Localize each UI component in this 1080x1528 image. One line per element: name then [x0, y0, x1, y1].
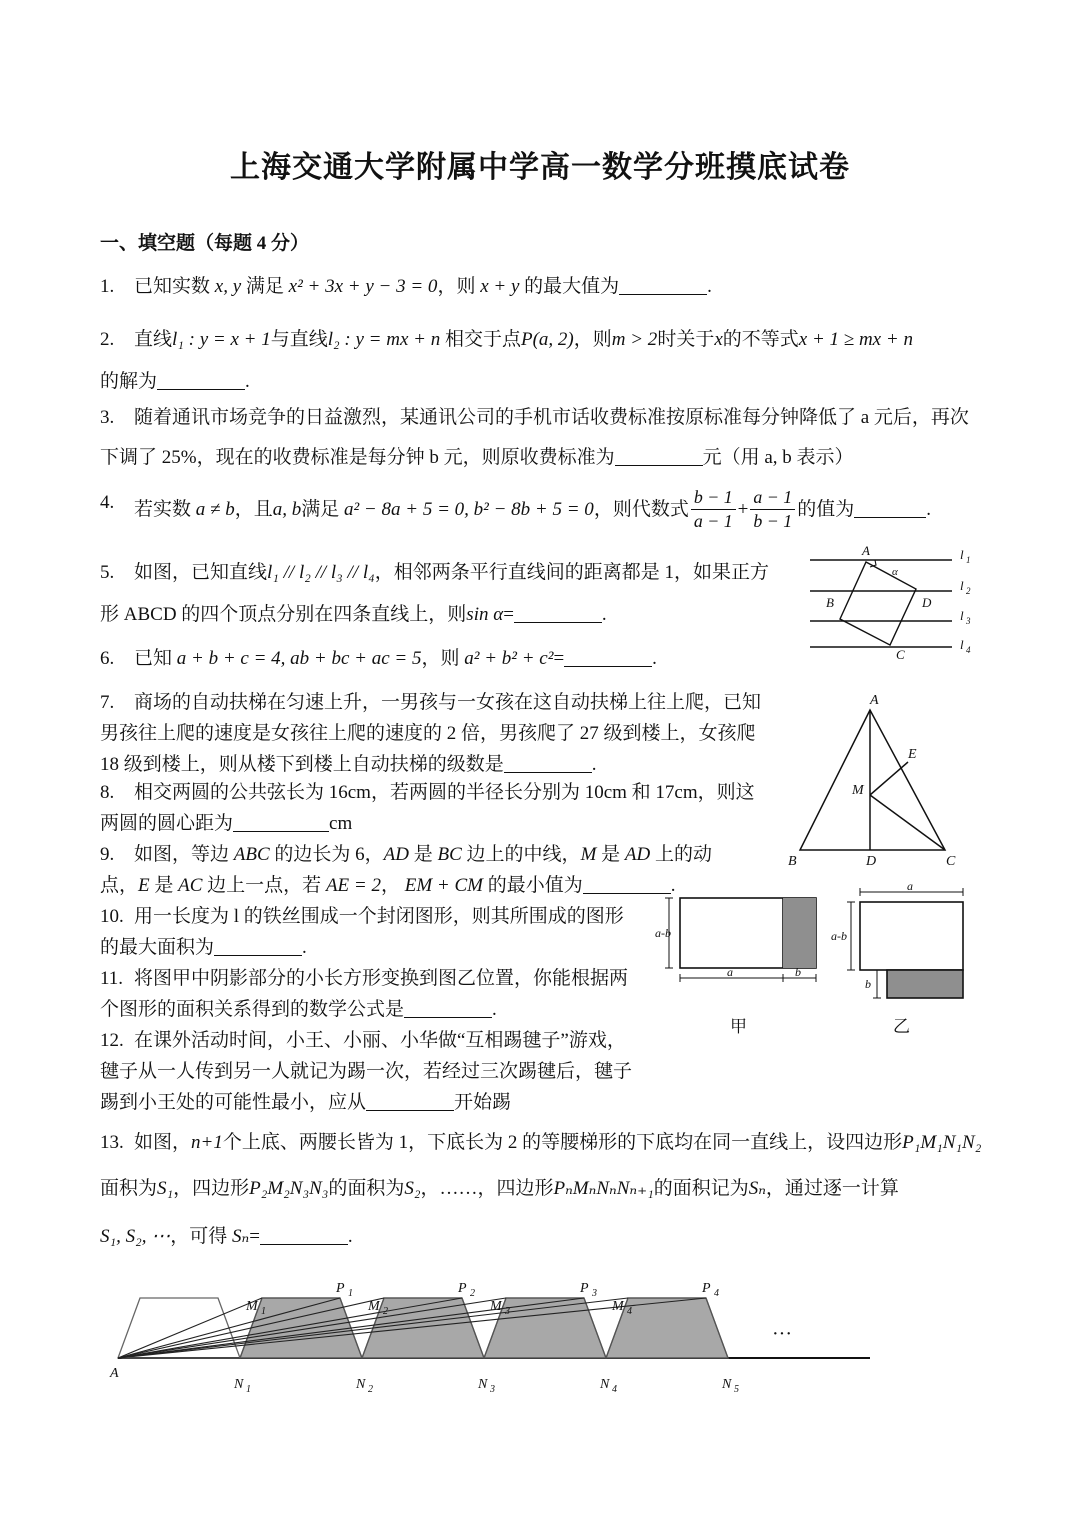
question-10-line1: 用一长度为 l 的铁丝围成一个封闭图形，则其所围成的图形 [134, 906, 624, 927]
question-8-number: 8. [100, 782, 115, 803]
question-12-number: 12. [100, 1030, 124, 1051]
svg-text:5: 5 [734, 1384, 739, 1395]
svg-text:2: 2 [470, 1288, 475, 1299]
q2-line1-eq: l₁ : y = x + 1 [172, 329, 271, 350]
q4-answer-blank[interactable] [854, 499, 926, 518]
question-11-line2 [100, 995, 497, 1026]
svg-text:2: 2 [966, 586, 971, 596]
svg-text:B: B [826, 595, 834, 610]
question-2-body [134, 325, 994, 356]
q4-text-e: 的值为 [797, 498, 855, 520]
svg-text:2: 2 [383, 1306, 388, 1317]
question-1-number: 1. [100, 276, 115, 297]
rectangle-area-figure [655, 880, 995, 1005]
q13-s2: S₂ [404, 1178, 421, 1199]
q13-line2-a: 面积为 [100, 1178, 158, 1199]
q6-expression: a² + b² + c² [464, 648, 554, 669]
q9-line2-e: 的最小值为 [487, 875, 583, 896]
q13-line2-f: ，通过逐一计算 [765, 1178, 899, 1199]
q9-text-b: 的边长为 6， [274, 844, 384, 865]
question-6-number: 6. [100, 648, 115, 669]
q9-line2-d: ， [380, 875, 400, 896]
q5-answer-blank[interactable] [514, 604, 602, 623]
question-1-body [134, 272, 712, 303]
q9-line2-b: 是 [154, 875, 174, 896]
q13-tail: . [347, 1226, 353, 1247]
q13-text-b: 个上底、两腰长皆为 1，下底长为 2 的等腰梯形的下底均在同一直线上，设四边形 [222, 1132, 903, 1153]
q2-text-f: 的不等式 [722, 329, 799, 350]
q2-text-d: ，则 [573, 329, 612, 350]
q11-line2-text: 个图形的面积关系得到的数学公式是 [100, 999, 405, 1020]
q1-answer-blank[interactable] [619, 276, 707, 295]
q1-vars: x, y [214, 276, 242, 297]
q1-text-c: ，则 [437, 276, 476, 297]
question-5-line2 [100, 600, 607, 631]
q1-text-a: 已知实数 [134, 276, 211, 297]
svg-text:1: 1 [261, 1306, 266, 1317]
q2-answer-blank[interactable] [157, 371, 245, 390]
question-9-number: 9. [100, 844, 115, 865]
question-11-number: 11. [100, 968, 124, 989]
svg-text:M: M [612, 1299, 624, 1314]
q9-triangle: ABC [233, 844, 270, 865]
svg-text:4: 4 [966, 645, 971, 655]
q3-line2-text-a: 下调了 25%，现在的收费标准是每分钟 b 元，则原收费标准为 [100, 447, 615, 468]
q13-answer-blank[interactable] [260, 1226, 348, 1245]
svg-text:N: N [478, 1377, 488, 1392]
q9-e: E [138, 875, 150, 896]
q2-text-e: 时关于 [657, 329, 715, 350]
q1-equation: x² + 3x + y − 3 = 0 [288, 276, 438, 297]
q5-parallel-lines: l₁ // l₂ // l₃ // l₄ [267, 562, 375, 583]
question-7-number: 7. [100, 692, 115, 713]
svg-text:P: P [702, 1281, 711, 1296]
q10-tail: . [302, 937, 307, 958]
svg-text:P: P [458, 1281, 467, 1296]
q9-ae: AE = 2 [325, 875, 381, 896]
question-2 [100, 325, 1000, 356]
q2-text-b: 与直线 [270, 329, 328, 350]
q5-text-a: 如图，已知直线 [134, 562, 268, 583]
q13-line2-d: ，……，四边形 [420, 1178, 554, 1199]
q2-line2-text: 的解为 [100, 371, 158, 392]
q4-tail: . [926, 498, 931, 520]
figure-ellipsis: ··· [772, 1323, 792, 1345]
q8-line2-text: 两圆的圆心距为 [100, 813, 234, 834]
q4-text-a: 若实数 [134, 498, 192, 520]
q13-line2-c: 的面积为 [328, 1178, 405, 1199]
q12-answer-blank[interactable] [366, 1092, 454, 1111]
svg-text:D: D [922, 595, 932, 610]
q9-emcm: EM + CM [404, 875, 484, 896]
question-13-line2 [100, 1174, 1000, 1205]
svg-text:A: A [862, 543, 870, 558]
figure-caption-yi: 乙 [893, 1017, 910, 1036]
svg-text:N: N [722, 1377, 732, 1392]
svg-text:N: N [234, 1377, 244, 1392]
svg-text:C: C [896, 647, 905, 662]
q4-text-d: ，则代数式 [593, 498, 689, 520]
q13-series: S₁, S₂, ⋯ [100, 1226, 171, 1247]
question-3 [100, 403, 1000, 434]
question-3-line2 [100, 443, 854, 474]
svg-text:M: M [246, 1299, 258, 1314]
question-8-line1: 相交两圆的公共弦长为 16cm，若两圆的半径长分别为 10cm 和 17cm，则这 [134, 782, 755, 803]
question-6-body [134, 644, 657, 675]
page-title: 上海交通大学附属中学高一数学分班摸底试卷 [230, 151, 850, 184]
q13-snx: Sₙ [231, 1226, 250, 1247]
svg-text:l: l [960, 637, 964, 652]
q2-inequality: x + 1 ≥ mx + n [798, 329, 913, 350]
q4-ab: a, b [272, 498, 302, 520]
svg-text:P: P [580, 1281, 589, 1296]
q2-text-c: 相交于点 [444, 329, 521, 350]
q13-sn: Sₙ [748, 1178, 766, 1199]
question-10-line2 [100, 933, 307, 964]
question-12-line1: 在课外活动时间，小王、小丽、小华做“互相踢毽子”游戏， [134, 1030, 626, 1051]
svg-text:D: D [866, 854, 877, 869]
svg-text:3: 3 [505, 1306, 510, 1317]
q5-line2-text: 形 ABCD 的四个顶点分别在四条直线上，则 [100, 604, 467, 625]
q10-answer-blank[interactable] [214, 937, 302, 956]
svg-text:a-b: a-b [831, 929, 847, 943]
q4-plus: + [737, 498, 749, 520]
q6-text-b: ，则 [421, 648, 460, 669]
svg-text:a: a [727, 965, 733, 979]
q4-text-c: 满足 [301, 498, 340, 520]
q4-frac2-num: a − 1 [750, 487, 795, 510]
svg-text:l: l [960, 608, 964, 623]
trapezoid-sequence-figure [100, 1258, 890, 1403]
q13-line2-e: 的面积记为 [653, 1178, 749, 1199]
svg-text:4: 4 [627, 1306, 632, 1317]
svg-text:B: B [788, 854, 797, 869]
question-7-line1: 商场的自动扶梯在匀速上升，一男孩与一女孩在这自动扶梯上往上爬，已知 [134, 692, 762, 713]
svg-text:1: 1 [246, 1384, 251, 1395]
q2-tail: . [245, 371, 250, 392]
question-13-number: 13. [100, 1132, 124, 1153]
q9-text-a: 如图，等边 [134, 844, 230, 865]
question-12-line2: 毽子从一人传到另一人就记为踢一次，若经过三次踢毽后，毽子 [100, 1061, 633, 1082]
q9-tail: . [670, 875, 676, 896]
question-3-number: 3. [100, 407, 115, 428]
q4-frac1-den: a − 1 [693, 510, 733, 531]
question-5 [100, 558, 800, 589]
svg-text:3: 3 [592, 1288, 597, 1299]
q2-xvar: x [714, 329, 723, 350]
q5-sin: sin α [466, 604, 504, 625]
q1-tail: . [707, 276, 712, 297]
q7-answer-blank[interactable] [504, 754, 592, 773]
svg-text:a: a [907, 880, 913, 893]
section-heading: 一、填空题（每题 4 分） [100, 233, 310, 254]
q13-quadn: PₙMₙNₙNₙ₊₁ [553, 1178, 654, 1199]
question-3-line1: 随着通讯市场竞争的日益激烈，某通讯公司的手机市话收费标准按原标准每分钟降低了 a 元后，再次 [134, 407, 969, 428]
q6-given: a + b + c = 4, ab + bc + ac = 5 [176, 648, 422, 669]
svg-text:M: M [490, 1299, 502, 1314]
svg-text:l: l [960, 578, 964, 593]
svg-text:1: 1 [966, 555, 971, 565]
question-7-line2: 男孩往上爬的速度是女孩往上爬的速度的 2 倍，男孩爬了 27 级到楼上，女孩爬 [100, 723, 756, 744]
q1-text-b: 满足 [245, 276, 284, 297]
svg-text:A: A [870, 693, 879, 708]
svg-text:P: P [336, 1281, 345, 1296]
q5-eq: = [503, 604, 514, 625]
q5-text-b: ，相邻两条平行直线间的距离都是 1，如果正方 [374, 562, 769, 583]
question-12-line3 [100, 1088, 511, 1119]
q9-ad2: AD [624, 844, 651, 865]
svg-text:a-b: a-b [655, 926, 671, 940]
figure-caption-jia: 甲 [730, 1017, 747, 1036]
q9-ad: AD [383, 844, 409, 865]
q13-eq: = [249, 1226, 260, 1247]
q13-line2-b: ，四边形 [173, 1178, 250, 1199]
q3-answer-blank[interactable] [615, 447, 703, 466]
q8-unit: cm [329, 813, 353, 834]
svg-text:C: C [946, 854, 956, 869]
question-9 [100, 840, 780, 871]
question-11 [100, 964, 700, 995]
svg-text:α: α [892, 566, 898, 578]
q9-m: M [580, 844, 597, 865]
q1-expression: x + y [480, 276, 520, 297]
svg-text:l: l [960, 547, 964, 562]
square-on-parallel-lines-figure [800, 535, 990, 670]
q4-equations: a² − 8a + 5 = 0, b² − 8b + 5 = 0 [343, 498, 594, 520]
q6-eq: = [553, 648, 565, 669]
q1-text-d: 的最大值为 [524, 276, 620, 297]
q13-line3-b: ，可得 [170, 1226, 228, 1247]
q11-tail: . [492, 999, 497, 1020]
q9-bc: BC [437, 844, 462, 865]
question-11-line1: 将图甲中阴影部分的小长方形变换到图乙位置，你能根据两 [134, 968, 629, 989]
q2-line2-eq: l₂ : y = mx + n [327, 329, 441, 350]
q5-tail: . [601, 604, 607, 625]
q4-frac2-den: b − 1 [753, 510, 793, 531]
question-4-number: 4. [100, 492, 115, 513]
question-5-number: 5. [100, 562, 115, 583]
q10-line2-text: 的最大面积为 [100, 937, 215, 958]
q12-tail: 开始踢 [454, 1092, 512, 1113]
question-12 [100, 1026, 700, 1057]
question-13-line3 [100, 1222, 353, 1253]
q6-answer-blank[interactable] [564, 648, 652, 667]
q11-answer-blank[interactable] [404, 999, 492, 1018]
q4-fraction-2 [750, 487, 795, 532]
question-1 [100, 272, 980, 303]
q12-line3-text: 踢到小王处的可能性最小，应从 [100, 1092, 367, 1113]
q13-np1: n+1 [191, 1132, 223, 1153]
question-2-number: 2. [100, 329, 115, 350]
q4-fraction-1 [691, 487, 736, 532]
svg-text:4: 4 [714, 1288, 719, 1299]
q4-text-b: ，且 [234, 498, 273, 520]
svg-text:2: 2 [368, 1384, 373, 1395]
question-6 [100, 644, 657, 675]
svg-text:1: 1 [348, 1288, 353, 1299]
q2-text-a: 直线 [134, 329, 173, 350]
question-13 [100, 1128, 1000, 1159]
q9-line2-a: 点， [100, 875, 139, 896]
svg-text:b: b [865, 977, 871, 991]
question-10-number: 10. [100, 906, 124, 927]
question-9-line1 [134, 840, 774, 871]
q9-ac: AC [178, 875, 203, 896]
question-5-line1 [134, 558, 794, 589]
q2-condition: m > 2 [611, 329, 658, 350]
svg-text:A: A [110, 1366, 119, 1381]
question-13-line1 [134, 1128, 994, 1159]
question-2-line2 [100, 367, 250, 398]
svg-text:3: 3 [966, 616, 971, 626]
q13-quad2: P₂M₂N₃N₃ [249, 1178, 329, 1199]
svg-text:M: M [368, 1299, 380, 1314]
question-9-line2 [100, 871, 676, 902]
svg-text:E: E [908, 747, 917, 762]
question-8 [100, 778, 800, 809]
question-7 [100, 688, 790, 719]
question-8-line2 [100, 809, 352, 840]
q6-tail: . [652, 648, 657, 669]
svg-text:N: N [600, 1377, 610, 1392]
q9-text-c: 是 [413, 844, 433, 865]
q13-quad1: P₁M₁N₁N₂ [902, 1132, 982, 1153]
svg-text:N: N [356, 1377, 366, 1392]
svg-text:M: M [852, 783, 864, 798]
q13-s1: S₁ [157, 1178, 174, 1199]
svg-text:b: b [795, 965, 801, 979]
q9-line2-c: 边上一点，若 [207, 875, 322, 896]
q2-point: P(a, 2) [520, 329, 574, 350]
svg-text:4: 4 [612, 1384, 617, 1395]
q3-line2-text-b: 元（用 a, b 表示） [702, 447, 854, 468]
svg-text:3: 3 [490, 1384, 495, 1395]
q9-text-d: 边上的中线， [466, 844, 581, 865]
q4-frac1-num: b − 1 [691, 487, 736, 510]
q8-answer-blank[interactable] [233, 813, 329, 832]
q7-tail: . [591, 754, 597, 775]
equilateral-triangle-figure [780, 690, 990, 870]
question-4-body [134, 488, 931, 533]
question-10 [100, 902, 700, 933]
q9-text-f: 上的动 [654, 844, 712, 865]
q13-text-a: 如图， [134, 1132, 192, 1153]
q7-line3-text: 18 级到楼上，则从楼下到楼上自动扶梯的级数是 [100, 754, 504, 775]
q6-text-a: 已知 [134, 648, 173, 669]
q4-neq: a ≠ b [195, 498, 235, 520]
question-7-line3 [100, 750, 597, 781]
q9-text-e: 是 [601, 844, 621, 865]
question-4 [100, 488, 1000, 533]
